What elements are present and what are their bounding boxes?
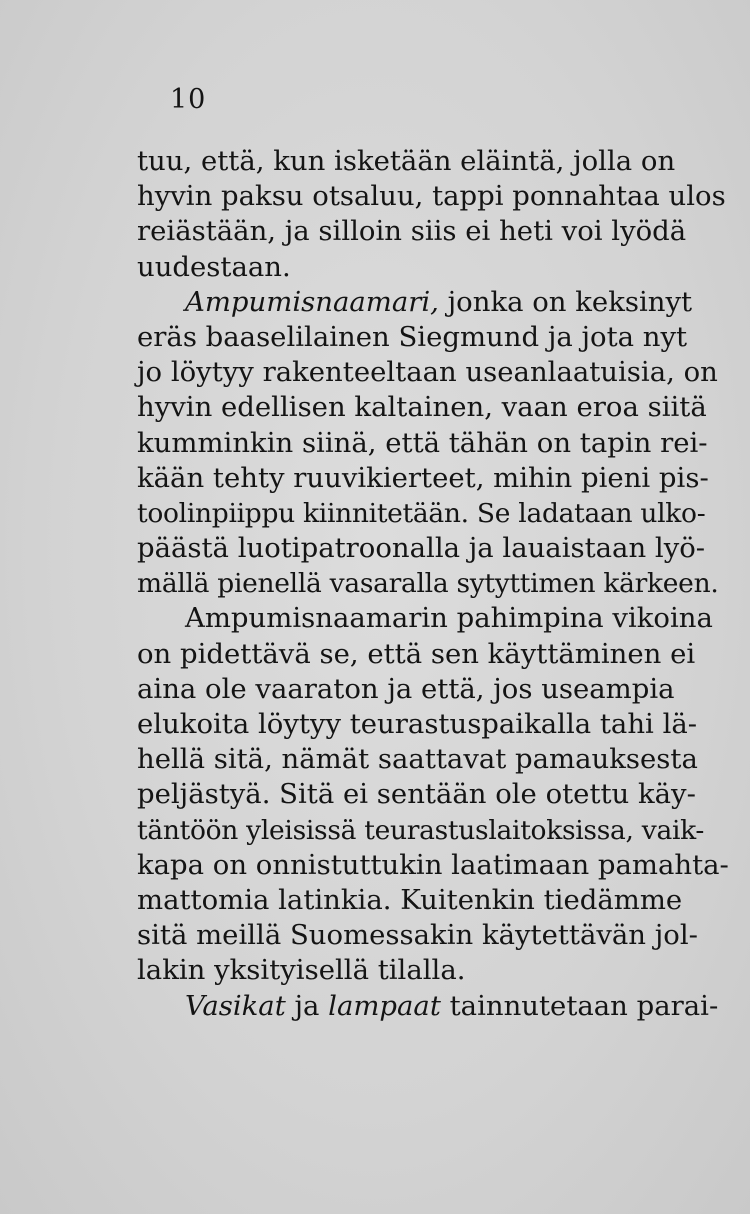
page-number: 10 [170,84,207,115]
text-line: toolinpiippu kiinnitetään. Se ladataan ulko- [137,497,706,529]
text-line: hellä sitä, nämät saattavat pamauksesta [137,743,698,776]
text-line [137,285,693,320]
text-fragment: jonka on keksinyt [438,285,693,318]
text-line: sitä meillä Suomessakin käytettävän jol- [137,919,698,952]
text-line: eräs baaselilainen Siegmund ja jota nyt [137,320,688,353]
text-line: Ampumisnaamarin pahimpina vikoina [185,602,713,635]
text-line: kapa on onnistuttukin laatimaan pamahta- [137,848,729,881]
text-line: täntöön yleisissä teurastuslaitoksissa, vaik- [137,814,705,846]
text-line: reiästään, ja silloin siis ei heti voi lyödä [137,215,687,248]
italic-term: Vasikat [185,989,286,1022]
text-line: peljästyä. Sitä ei sentään ole otettu käy- [137,778,696,811]
text-line: kumminkin siinä, että tähän on tapin rei- [137,426,708,459]
text-line: mattomia latinkia. Kuitenkin tiedämme [137,883,683,916]
text-fragment: ja [285,989,329,1022]
text-line: lakin yksityisellä tilalla. [137,954,466,987]
text-line: elukoita löytyy teurastuspaikalla tahi lä- [137,708,698,740]
italic-term: lampaat [328,989,441,1022]
text-line: mällä pienellä vasaralla sytyttimen kärkeen. [137,568,719,600]
italic-term: Ampumisnaamari, [185,285,439,318]
text-line: päästä luotipatroonalla ja lauaistaan lyö- [137,532,706,565]
body-text [137,144,729,1024]
text-line: kään tehty ruuvikierteet, mihin pieni pis- [137,461,709,494]
text-line [137,989,719,1024]
text-line: uudestaan. [137,250,291,283]
text-line: jo löytyy rakenteeltaan useanlaatuisia, on [137,356,718,389]
text-line: aina ole vaaraton ja että, jos useampia [137,672,675,705]
text-line: hyvin edellisen kaltainen, vaan eroa siitä [137,391,707,424]
text-line: on pidettävä se, että sen käyttäminen ei [137,637,696,670]
text-line: hyvin paksu otsaluu, tappi ponnahtaa ulos [137,180,726,213]
text-line: tuu, että, kun isketään eläintä, jolla on [137,145,676,177]
text-fragment: tainnutetaan parai- [440,989,719,1022]
